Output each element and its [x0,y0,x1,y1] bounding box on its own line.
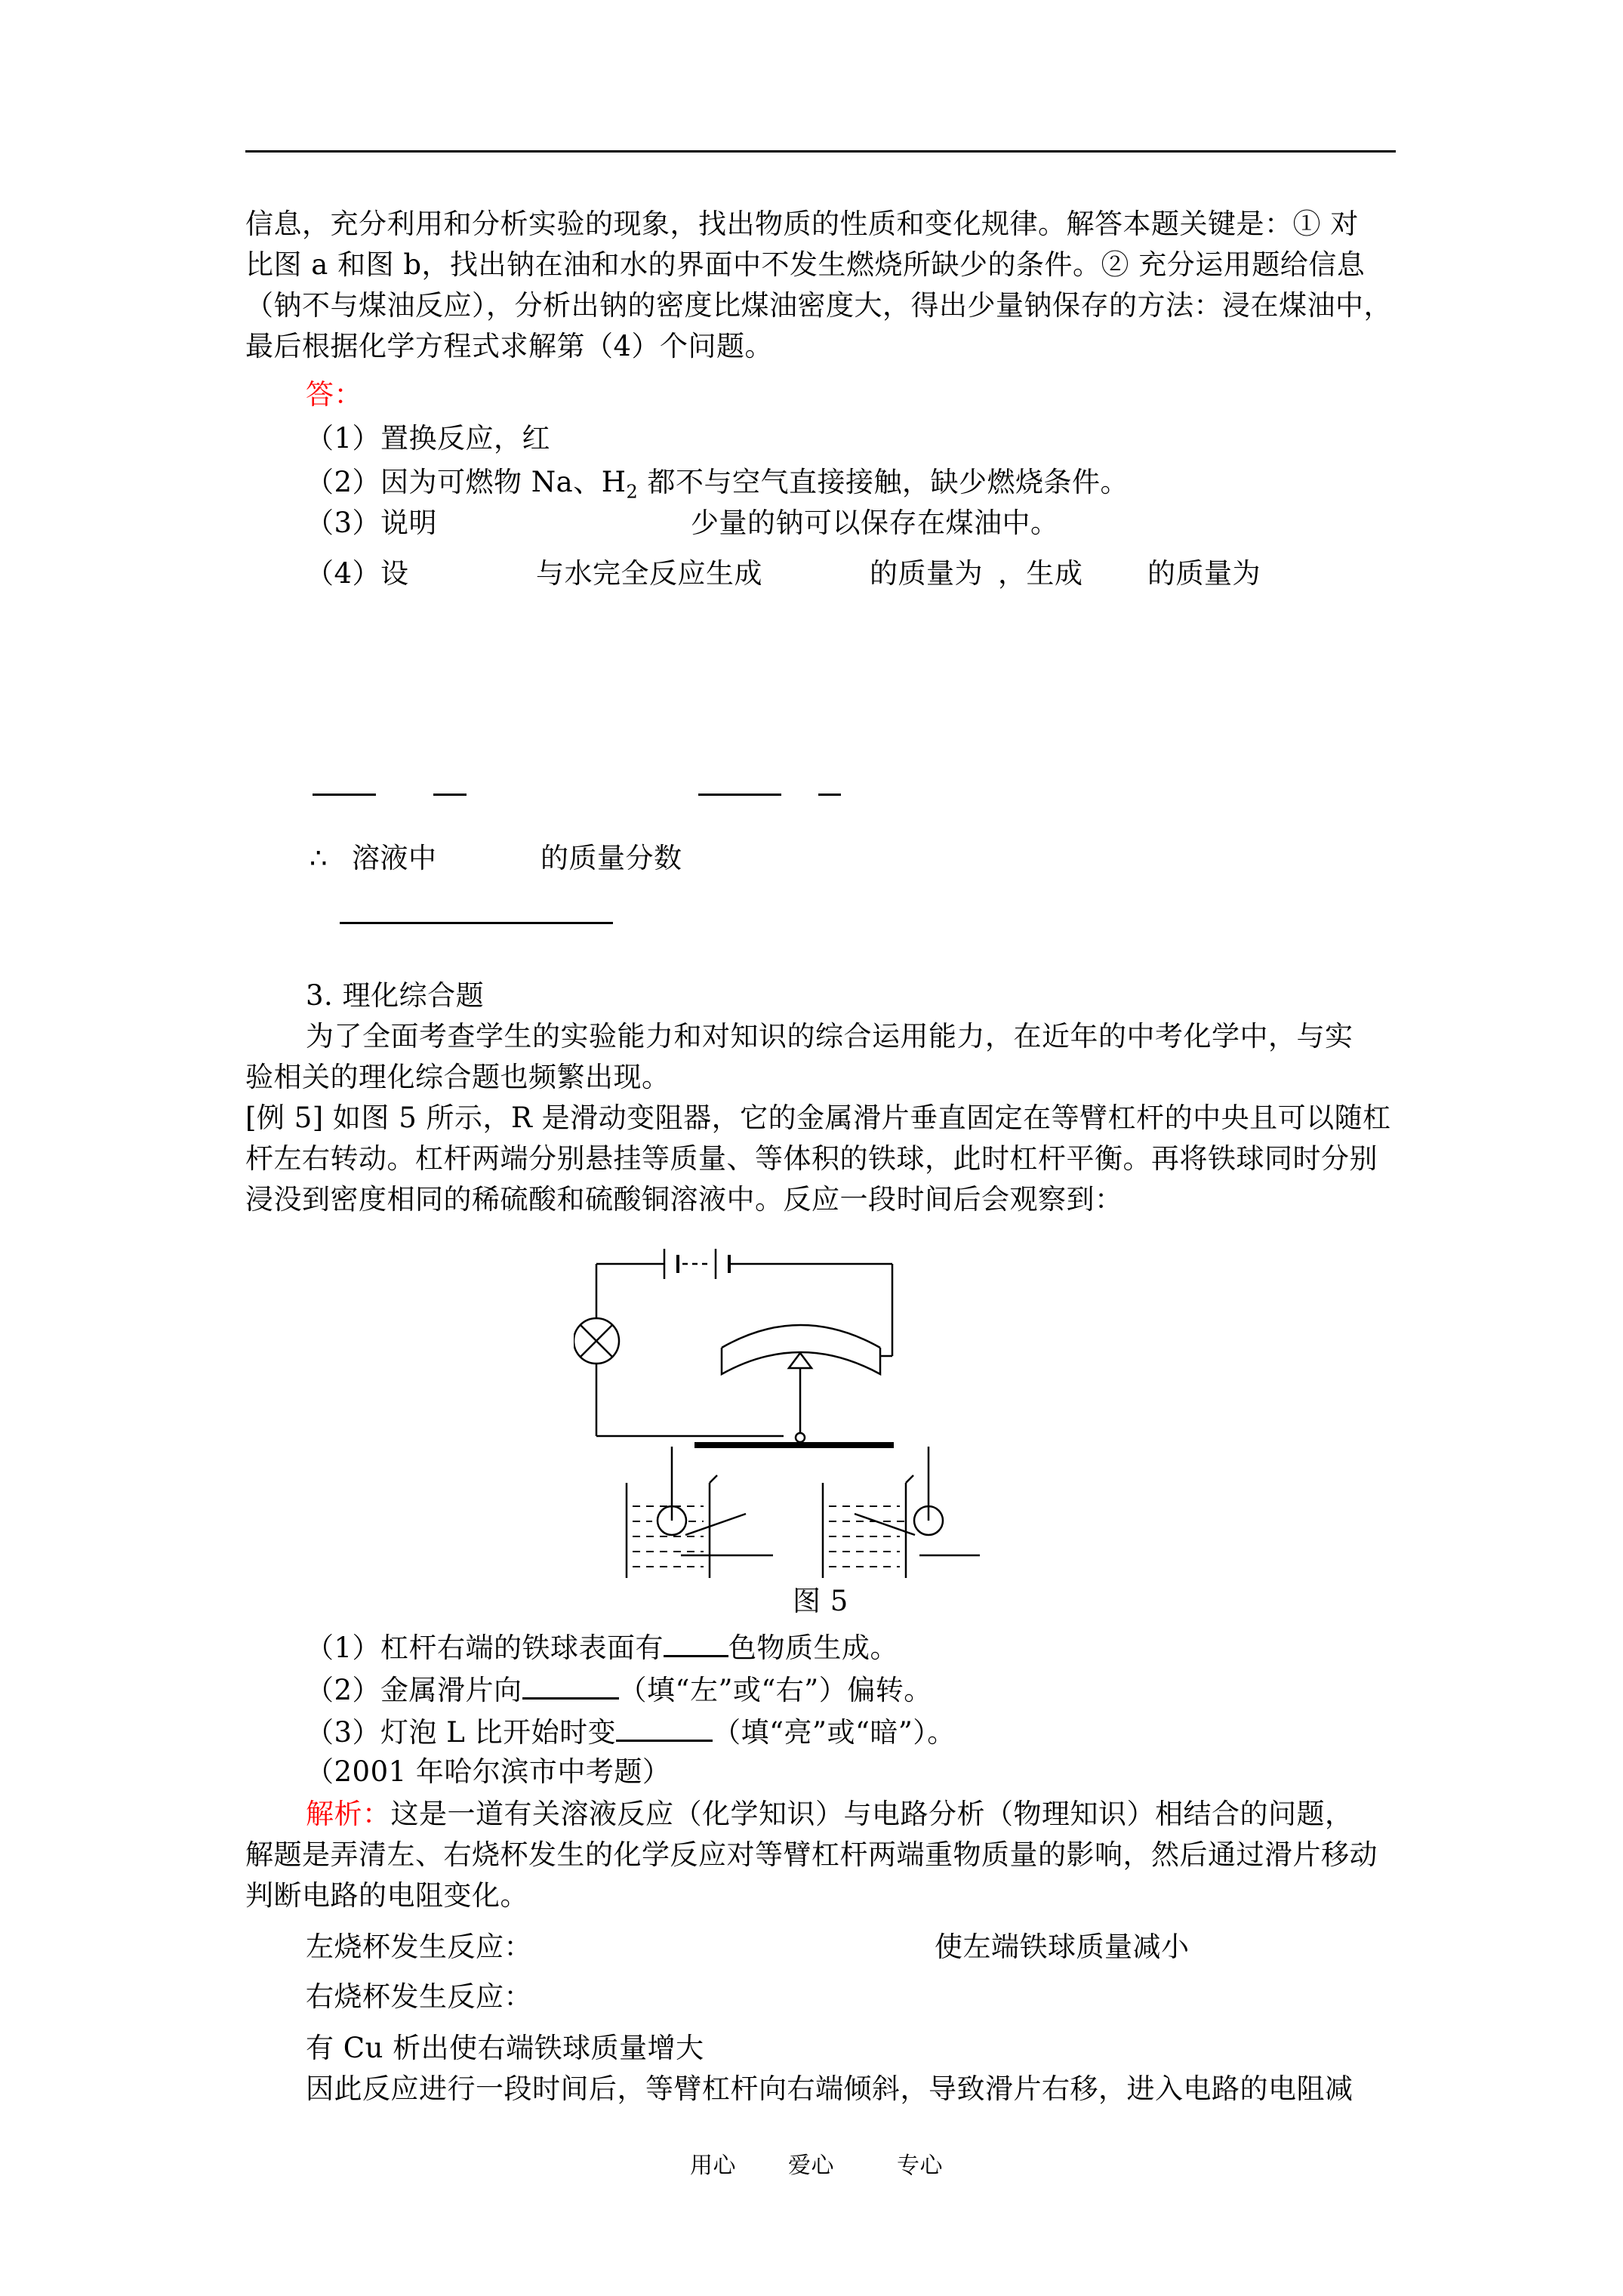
analysis-line-1-text: 这是一道有关溶液反应（化学知识）与电路分析（物理知识）相结合的问题， [390,1798,1354,1830]
analysis-line-2: 解题是弄清左、右烧杯发生的化学反应对等臂杠杆两端重物质量的影响，然后通过滑片移动 [245,1838,1378,1871]
example-line-3: 浸没到密度相同的稀硫酸和硫酸铜溶液中。反应一段时间后会观察到： [245,1183,1123,1216]
question-source: （2001 年哈尔滨市中考题） [306,1755,671,1788]
fraction-bar [433,794,467,796]
analysis-last-line: 因此反应进行一段时间后，等臂杠杆向右端倾斜，导致滑片右移，进入电路的电阻减 [306,2073,1354,2105]
answer-item-4-b: 与水完全反应生成 [536,557,762,590]
figure-caption: 图 5 [793,1585,848,1617]
question-3 [306,1711,956,1752]
question-2-text-b: （填“左”或“右”）偏转。 [618,1674,932,1706]
intro-line-3: （钠不与煤油反应），分析出钠的密度比煤油密度大，得出少量钠保存的方法：浸在煤油中， [245,289,1392,322]
example-line-2: 杆左右转动。杠杆两端分别悬挂等质量、等体积的铁球，此时杠杆平衡。再将铁球同时分别 [245,1142,1378,1175]
section-para-line-2: 验相关的理化综合题也频繁出现。 [245,1061,670,1093]
answer-item-2-suffix: 都不与空气直接接触，缺少燃烧条件。 [638,466,1129,498]
question-2 [306,1669,932,1709]
fraction-bar [698,794,781,796]
answer-item-4-c: 的质量为 [870,557,983,590]
fraction-bar [818,794,841,796]
analysis-line-3: 判断电路的电阻变化。 [245,1879,528,1912]
answer-label: 答： [306,378,362,411]
answer-item-3-b: 少量的钠可以保存在煤油中。 [691,507,1059,539]
right-beaker-reaction-b: 有 Cu 析出使右端铁球质量增大 [306,2032,704,2064]
therefore-symbol: ∴ [310,842,328,874]
fraction-bar [313,794,376,796]
question-1-text-a: （1）杠杆右端的铁球表面有 [306,1632,664,1664]
intro-line-1: 信息，充分利用和分析实验的现象，找出物质的性质和变化规律。解答本题关键是：① 对 [245,208,1359,240]
section-para-line-1: 为了全面考查学生的实验能力和对知识的综合运用能力，在近年的中考化学中，与实 [306,1020,1354,1052]
answer-item-4-d: ，生成 [998,557,1083,590]
intro-line-2: 比图 a 和图 b，找出钠在油和水的界面中不发生燃烧所缺少的条件。② 充分运用题给信息 [245,248,1366,281]
left-beaker-reaction-b: 使左端铁球质量减小 [935,1931,1190,1963]
example-line-1: [例 5] 如图 5 所示，R 是滑动变阻器，它的金属滑片垂直固定在等臂杠杆的中央且可以随杠 [245,1102,1391,1134]
section-heading: 3. 理化综合题 [306,979,485,1012]
question-1-text-b: 色物质生成。 [728,1632,899,1664]
answer-blank[interactable] [616,1711,713,1742]
footer-word-2: 爱心 [788,2153,834,2179]
analysis-label: 解析： [306,1798,391,1830]
answer-blank[interactable] [522,1669,619,1700]
footer-word-1: 用心 [690,2153,736,2179]
question-2-text-a: （2）金属滑片向 [306,1674,522,1706]
analysis-line-1 [306,1795,1354,1833]
question-3-text-b: （填“亮”或“暗”）。 [713,1716,956,1749]
answer-item-3-a: （3）说明 [306,507,438,539]
question-1 [306,1626,898,1667]
answer-item-1: （1）置换反应，红 [306,422,551,455]
answer-item-4-a: （4）设 [306,557,409,590]
therefore-text-a: 溶液中 [352,842,437,874]
header-rule [245,150,1396,153]
answer-blank[interactable] [664,1626,728,1657]
right-beaker-reaction-a: 右烧杯发生反应： [306,1980,532,2013]
left-beaker-reaction-a: 左烧杯发生反应： [306,1931,532,1963]
answer-item-2-prefix: （2）因为可燃物 Na、H [306,466,627,498]
footer-word-3: 专心 [897,2153,943,2179]
therefore-text-b: 的质量分数 [540,842,682,874]
question-3-text-a: （3）灯泡 L 比开始时变 [306,1716,617,1749]
fraction-bar [340,922,613,924]
answer-item-2-subscript: 2 [626,481,639,503]
circuit-lever-diagram [574,1238,981,1578]
intro-line-4: 最后根据化学方程式求解第（4）个问题。 [245,330,774,362]
answer-item-4-e: 的质量为 [1147,557,1261,590]
